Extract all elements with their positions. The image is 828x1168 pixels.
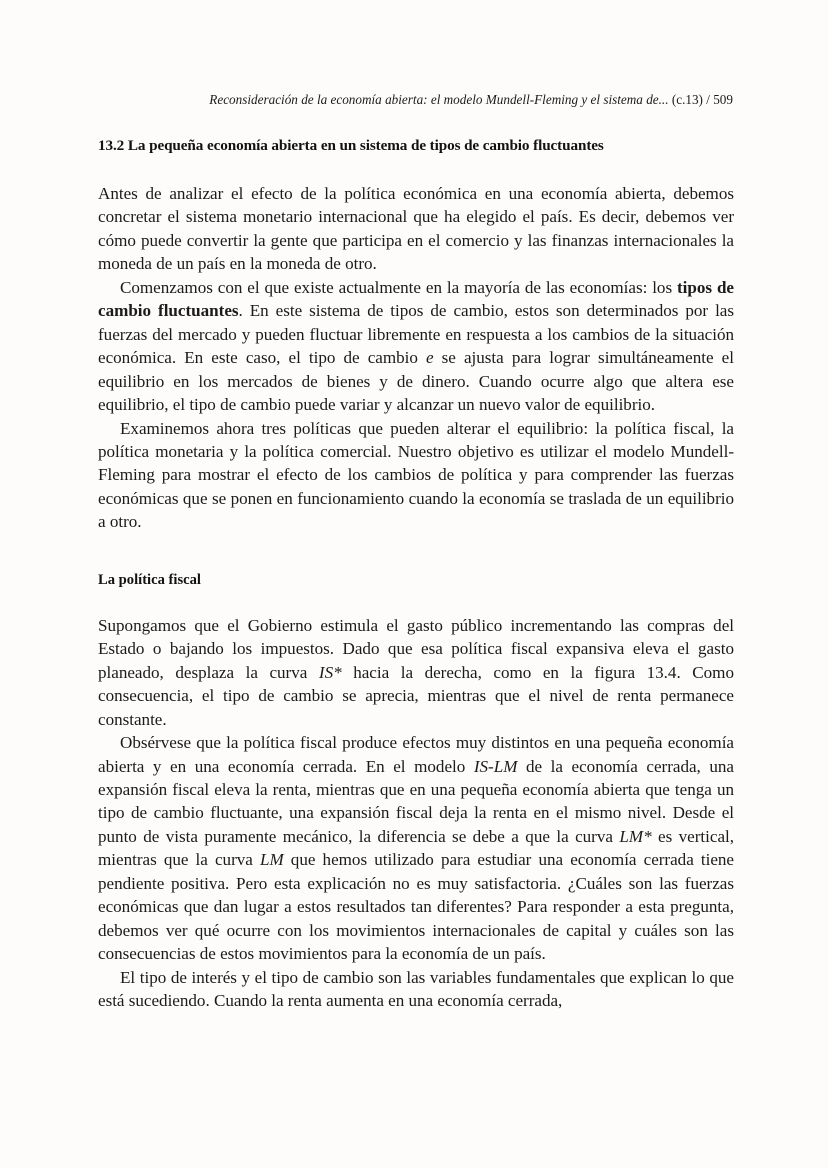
subsection-paragraph-2 bbox=[98, 731, 734, 966]
section-heading: 13.2 La pequeña economía abierta en un sistema de tipos de cambio fluctuantes bbox=[98, 137, 604, 154]
subsection-paragraph-2-text-b: de la economía cerrada, una expansión fiscal eleva la renta, mientras que en una pequeña economía abierta que tenga un tipo de cambio fluctuante, una expansión fiscal deja la renta en el mismo nivel. Desde el punto de vista puramente mecánico, la diferencia se debe a que la curva bbox=[98, 756, 734, 846]
running-head bbox=[98, 88, 733, 112]
running-head-title: Reconsideración de la economía abierta: el modelo Mundell-Fleming y el sistema de... bbox=[209, 92, 669, 107]
subsection-paragraph-1 bbox=[98, 614, 734, 731]
paragraph-3-text: Examinemos ahora tres políticas que pueden alterar el equilibrio: la política fiscal, la política monetaria y la política comercial. Nuestro objetivo es utilizar el modelo Mundell-Fleming para mostrar el efecto de los cambios de política y para comprender las fuerzas económicas que se ponen en funcionamiento cuando la economía se traslada de un equilibrio a otro. bbox=[98, 418, 734, 532]
paragraph-2-text-c: se ajusta para lograr simultáneamente el equilibrio en los mercados de bienes y de dinero. Cuando ocurre algo que altera ese equilibrio, el tipo de cambio puede variar y alcanzar un nuevo valor de equilibrio. bbox=[98, 348, 734, 415]
variable-lm: LM bbox=[259, 850, 284, 870]
paragraph-3 bbox=[98, 417, 734, 534]
subsection-paragraph-2-text-d: que hemos utilizado para estudiar una economía cerrada tiene pendiente positiva. Pero esta explicación no es muy satisfactoria. ¿Cuáles son las fuerzas económicas que dan lugar a estos resultados tan diferentes? Para responder a esta pregunta, debemos ver qué ocurre con los movimientos internacionales de capital y cuáles son las consecuencias de estos movimientos para la economía de un país. bbox=[98, 850, 735, 964]
term-tipos-de-cambio-fluctuantes: tipos de cambio fluctuantes bbox=[98, 277, 734, 321]
subsection-paragraph-2-text-a: Obsérvese que la política fiscal produce efectos muy distintos en una pequeña economía abierta y en una economía cerrada. En el modelo bbox=[98, 733, 734, 776]
running-head-folio: (c.13) / 509 bbox=[668, 92, 733, 107]
paragraph-1 bbox=[98, 182, 734, 276]
variable-is-star: IS* bbox=[318, 662, 342, 682]
subsection-heading: La política fiscal bbox=[98, 571, 201, 588]
subsection-paragraph-1-text-a: Supongamos que el Gobierno estimula el gasto público incrementando las compras del Estado o bajando los impuestos. Dado que esa política fiscal expansiva eleva el gasto planeado, desplaza la curva bbox=[98, 615, 734, 682]
paragraph-2-text-a: Comenzamos con el que existe actualmente en la mayoría de las economías: los bbox=[120, 277, 677, 297]
subsection-paragraph-1-text-b: hacia la derecha, como en la figura 13.4. Como consecuencia, el tipo de cambio se aprecia, mientras que el nivel de renta permanece constante. bbox=[98, 662, 734, 729]
paragraph-2-text-b: . En este sistema de tipos de cambio, estos son determinados por las fuerzas del mercado y pueden fluctuar libremente en respuesta a los cambios de la situación económica. En este caso, el tipo de cambio bbox=[98, 301, 734, 368]
subsection-paragraph-3-text: El tipo de interés y el tipo de cambio son las variables fundamentales que explican lo que está sucediendo. Cuando la renta aumenta en una economía cerrada, bbox=[98, 967, 734, 1011]
paragraph-2 bbox=[98, 276, 734, 417]
variable-is-lm: IS-LM bbox=[473, 756, 518, 776]
subsection-paragraph-3 bbox=[98, 966, 734, 1013]
page-content bbox=[98, 136, 734, 1013]
subsection-paragraph-2-text-c: es vertical, mientras que la curva bbox=[98, 826, 734, 870]
paragraph-1-text: Antes de analizar el efecto de la política económica en una economía abierta, debemos concretar el sistema monetario internacional que ha elegido el país. Es decir, debemos ver cómo puede convertir la gente que participa en el comercio y las finanzas internacionales la moneda de un país en la moneda de otro. bbox=[98, 184, 734, 274]
variable-lm-star: LM* bbox=[619, 826, 652, 846]
variable-e: e bbox=[426, 348, 434, 368]
